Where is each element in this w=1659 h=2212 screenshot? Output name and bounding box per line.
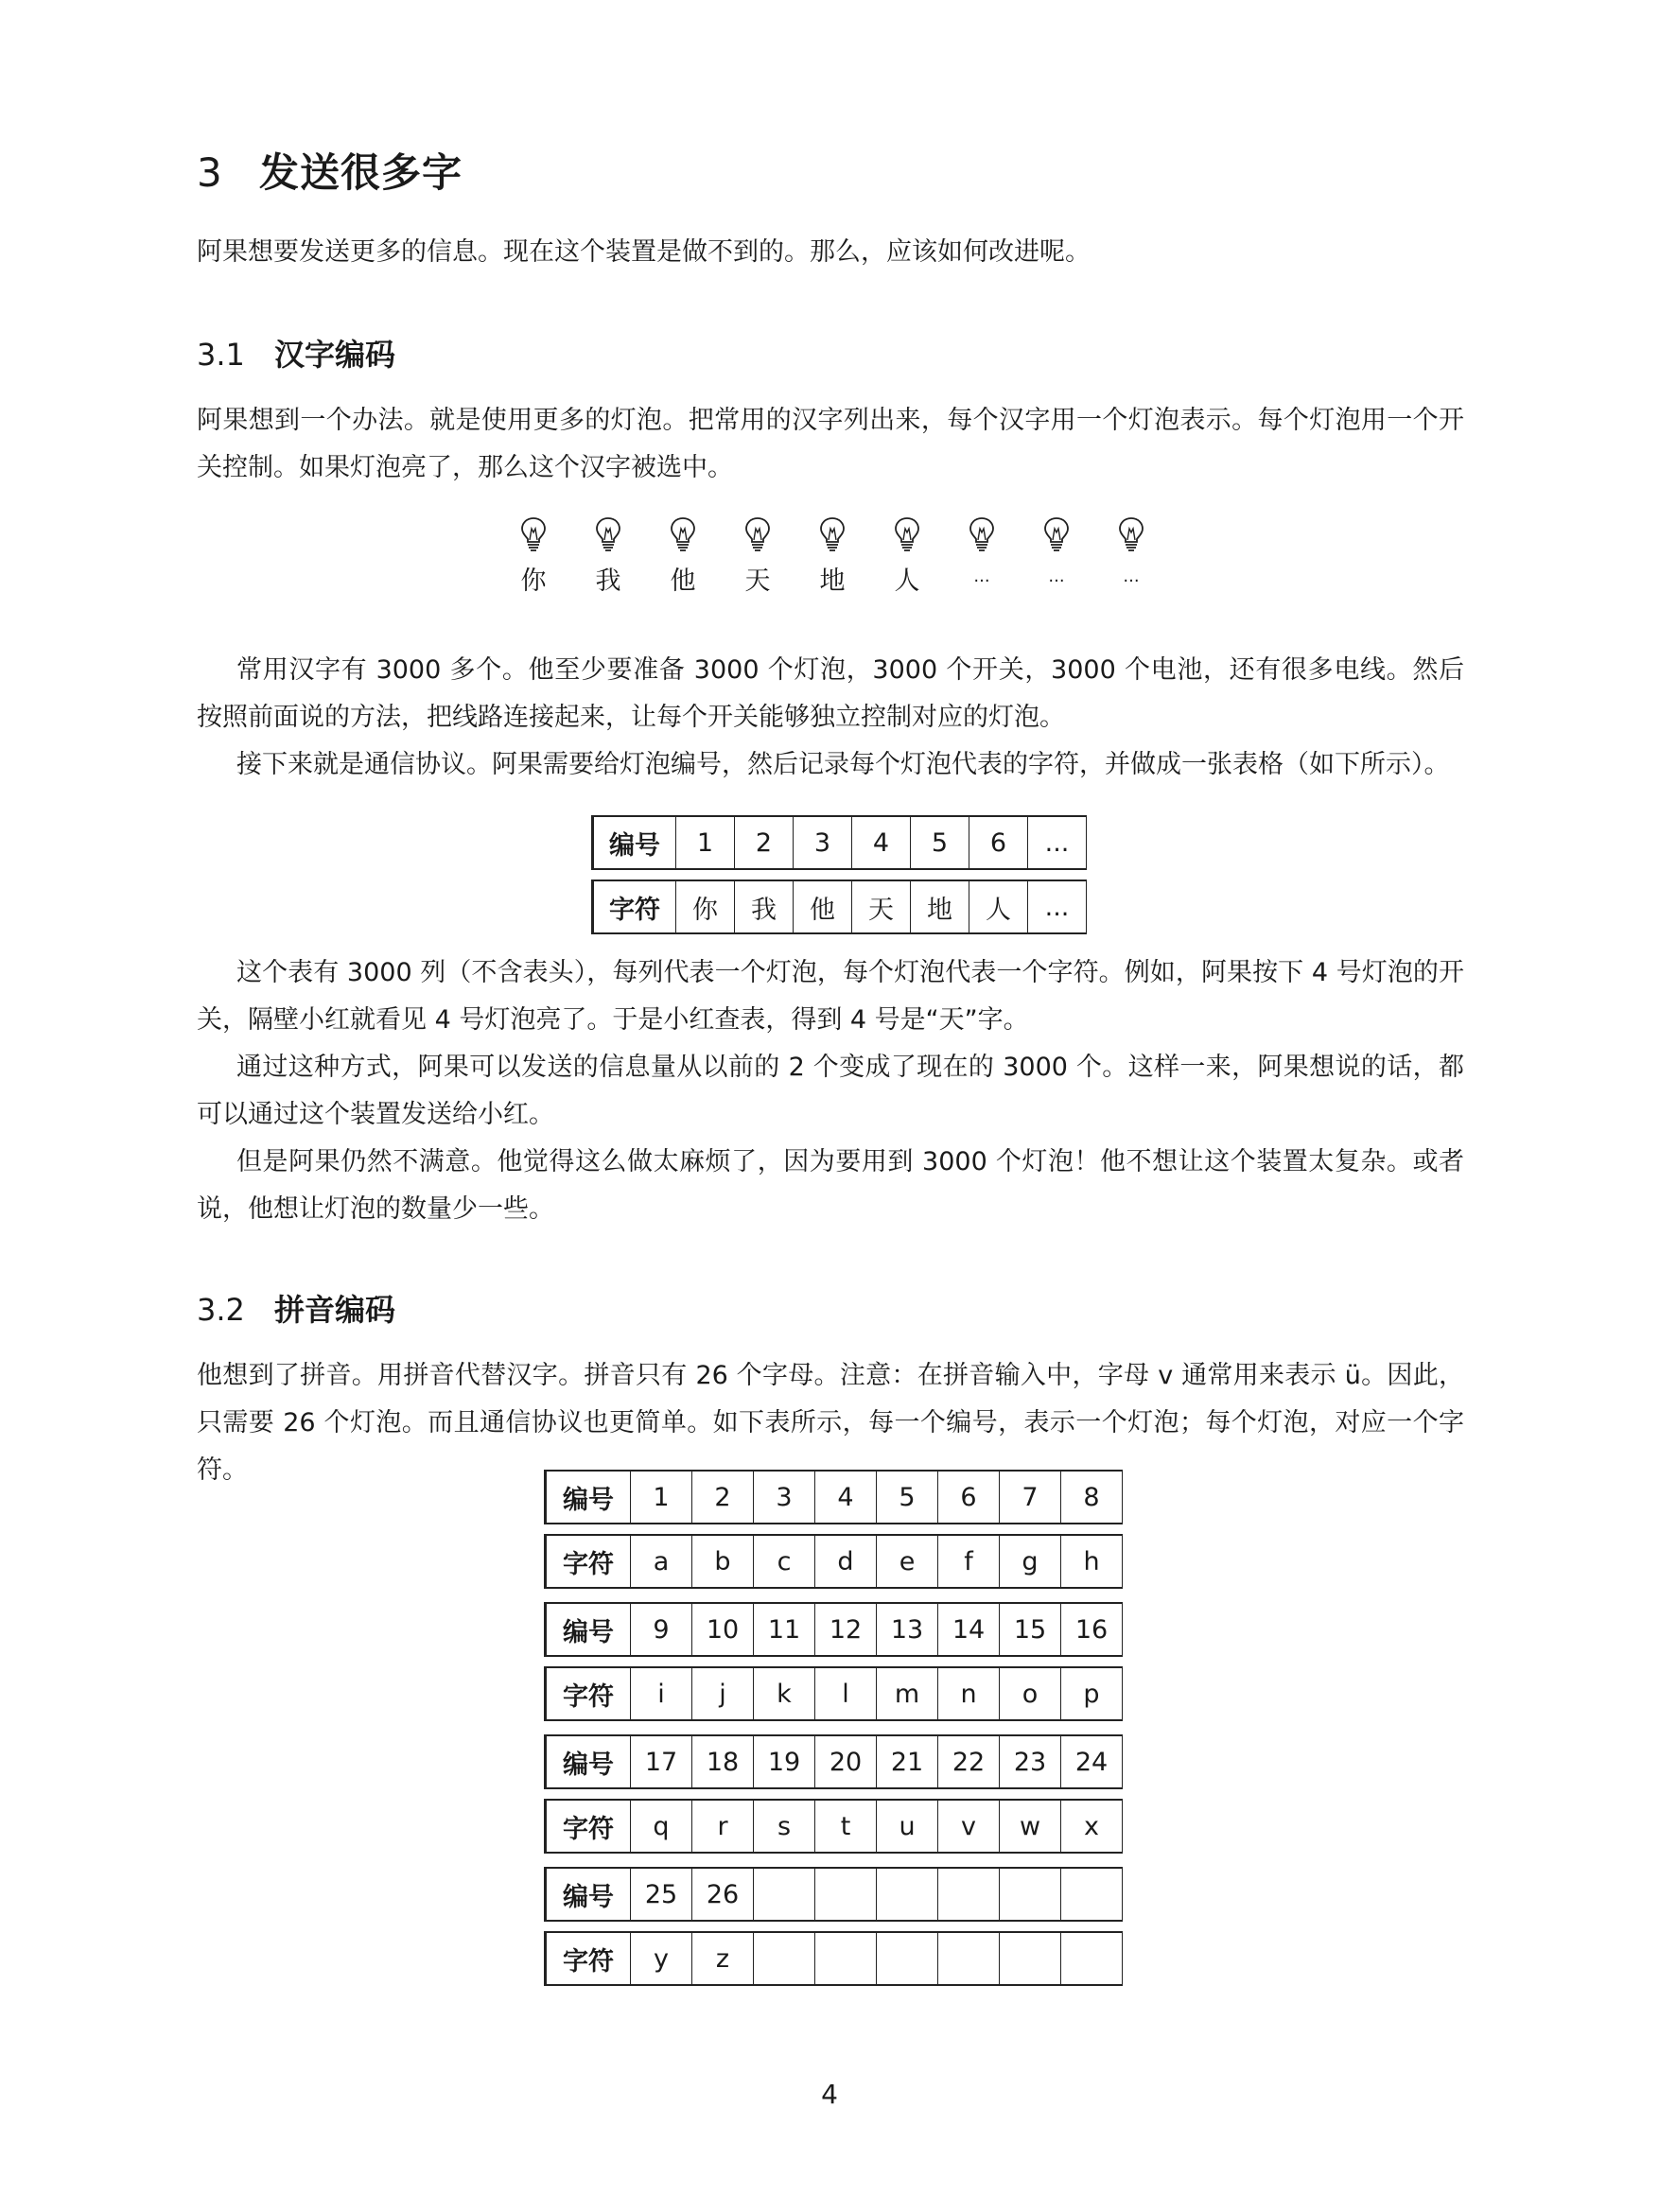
table-header-number: 编号	[593, 816, 676, 869]
bulb-label: 他	[670, 566, 696, 596]
table-cell-char	[815, 1932, 877, 1985]
table-cell-char: j	[692, 1667, 754, 1720]
paragraph: 通过这种方式，阿果可以发送的信息量从以前的 2 个变成了现在的 3000 个。这样一来，阿果想说的话，都可以通过这个装置发送给小红。	[197, 1053, 1464, 1129]
table-cell-number: 12	[815, 1603, 877, 1656]
table-cell-char: 你	[676, 880, 735, 933]
bulb-label: ···	[1048, 571, 1065, 591]
table-cell-number: 10	[692, 1603, 754, 1656]
table-cell-char: 天	[852, 880, 911, 933]
table-cell-number: 4	[815, 1471, 877, 1524]
table-cell-number: 8	[1061, 1471, 1123, 1524]
table-header-number: 编号	[546, 1868, 631, 1921]
bulb-item	[879, 515, 935, 597]
table-cell-char: f	[938, 1535, 1000, 1588]
table-cell-number: 4	[852, 816, 911, 869]
section-title: 发送很多字	[259, 149, 463, 196]
table-cell-char	[754, 1932, 815, 1985]
table-header-char: 字符	[593, 880, 676, 933]
table-cell-number: 24	[1061, 1735, 1123, 1788]
table-cell-number: 6	[938, 1471, 1000, 1524]
table-cell-number: 23	[1000, 1735, 1061, 1788]
table-cell-number	[815, 1868, 877, 1921]
table-cell-char: s	[754, 1800, 815, 1853]
pinyin-code-table	[544, 1470, 1123, 1986]
table-cell-char	[877, 1932, 938, 1985]
table-cell-number: 18	[692, 1735, 754, 1788]
lightbulb-icon	[743, 515, 772, 553]
section-heading	[197, 142, 463, 199]
table-cell-char: e	[877, 1535, 938, 1588]
table-header-char: 字符	[546, 1667, 631, 1720]
table-header-number: 编号	[546, 1603, 631, 1656]
bulb-label: 地	[819, 566, 846, 596]
table-cell-char: m	[877, 1667, 938, 1720]
table-cell-char: n	[938, 1667, 1000, 1720]
subsection-title: 汉字编码	[274, 337, 396, 373]
table-cell-number: 5	[911, 816, 969, 869]
table-cell-char: z	[692, 1932, 754, 1985]
table-header-number: 编号	[546, 1735, 631, 1788]
lightbulb-icon	[1042, 515, 1071, 553]
table-cell-char: ...	[1028, 880, 1087, 933]
lightbulb-icon	[519, 515, 548, 553]
bulb-label: ···	[1123, 571, 1140, 591]
table-cell-number: 2	[735, 816, 794, 869]
table-cell-char: o	[1000, 1667, 1061, 1720]
table-cell-char: g	[1000, 1535, 1061, 1588]
table-cell-char: h	[1061, 1535, 1123, 1588]
table-cell-char: 他	[794, 880, 852, 933]
bulb-label: ···	[973, 571, 990, 591]
table-cell-number	[938, 1868, 1000, 1921]
table-cell-number	[877, 1868, 938, 1921]
table-header-number: 编号	[546, 1471, 631, 1524]
table-cell-number: 16	[1061, 1603, 1123, 1656]
table-cell-char: 我	[735, 880, 794, 933]
bulb-diagram	[505, 515, 1158, 610]
bulb-item	[1103, 515, 1160, 597]
paragraph: 接下来就是通信协议。阿果需要给灯泡编号，然后记录每个灯泡代表的字符，并做成一张表格（如下所示）。	[236, 750, 1450, 779]
table-cell-number: 13	[877, 1603, 938, 1656]
subsection-number: 3.2	[197, 1292, 245, 1328]
table-cell-number: 26	[692, 1868, 754, 1921]
table-cell-number: 1	[631, 1471, 692, 1524]
subsection-number: 3.1	[197, 337, 245, 373]
lightbulb-icon	[594, 515, 622, 553]
table-cell-number: 2	[692, 1471, 754, 1524]
bulb-item	[580, 515, 637, 597]
table-cell-char: p	[1061, 1667, 1123, 1720]
table-cell-char: l	[815, 1667, 877, 1720]
bulb-item	[804, 515, 861, 597]
paragraph: 但是阿果仍然不满意。他觉得这么做太麻烦了，因为要用到 3000 个灯泡！他不想让这个装置太复杂。或者说，他想让灯泡的数量少一些。	[197, 1147, 1464, 1224]
paragraph: 这个表有 3000 列（不含表头），每列代表一个灯泡，每个灯泡代表一个字符。例如，阿果按下 4 号灯泡的开关，隔壁小红就看见 4 号灯泡亮了。于是小红查表，得到 4 号是“天”字。	[197, 958, 1464, 1035]
table-cell-char: t	[815, 1800, 877, 1853]
table-cell-number: 7	[1000, 1471, 1061, 1524]
table-cell-char: k	[754, 1667, 815, 1720]
table-cell-number: 15	[1000, 1603, 1061, 1656]
table-cell-number: 9	[631, 1603, 692, 1656]
table-cell-number: 11	[754, 1603, 815, 1656]
table-cell-char: v	[938, 1800, 1000, 1853]
table-cell-char: d	[815, 1535, 877, 1588]
page-number: 4	[821, 2079, 838, 2110]
table-cell-number: 3	[754, 1471, 815, 1524]
table-cell-number: 20	[815, 1735, 877, 1788]
table-cell-char	[1000, 1932, 1061, 1985]
table-header-char: 字符	[546, 1535, 631, 1588]
table-cell-char: a	[631, 1535, 692, 1588]
table-cell-number	[1000, 1868, 1061, 1921]
table-cell-char: c	[754, 1535, 815, 1588]
table-cell-number: ...	[1028, 816, 1087, 869]
table-cell-number: 25	[631, 1868, 692, 1921]
lightbulb-icon	[1117, 515, 1145, 553]
table-cell-number: 1	[676, 816, 735, 869]
subsection-heading-3-2	[197, 1286, 395, 1330]
table-cell-number: 19	[754, 1735, 815, 1788]
table-cell-char: u	[877, 1800, 938, 1853]
table-cell-char: b	[692, 1535, 754, 1588]
table-cell-number: 5	[877, 1471, 938, 1524]
section-intro: 阿果想要发送更多的信息。现在这个装置是做不到的。那么，应该如何改进呢。	[197, 237, 1091, 267]
bulb-item	[505, 515, 562, 597]
table-cell-number: 21	[877, 1735, 938, 1788]
bulb-item	[953, 515, 1010, 597]
bulb-item	[655, 515, 711, 597]
bulb-label: 我	[595, 566, 621, 596]
lightbulb-icon	[893, 515, 921, 553]
table-header-char: 字符	[546, 1932, 631, 1985]
table-cell-char: i	[631, 1667, 692, 1720]
table-cell-number: 22	[938, 1735, 1000, 1788]
subsection-heading-3-1	[197, 331, 395, 374]
table-cell-char: q	[631, 1800, 692, 1853]
table-cell-number: 6	[969, 816, 1028, 869]
table-header-char: 字符	[546, 1800, 631, 1853]
paragraph: 常用汉字有 3000 多个。他至少要准备 3000 个灯泡，3000 个开关，3000 个电池，还有很多电线。然后按照前面说的方法，把线路连接起来，让每个开关能够独立控制对应的灯泡。	[197, 655, 1464, 732]
bulb-item	[729, 515, 786, 597]
bulb-label: 你	[520, 566, 547, 596]
table-cell-char	[938, 1932, 1000, 1985]
table-cell-number: 14	[938, 1603, 1000, 1656]
table-cell-char: r	[692, 1800, 754, 1853]
table-cell-char: 地	[911, 880, 969, 933]
lightbulb-icon	[968, 515, 996, 553]
section-number: 3	[197, 149, 223, 196]
table-cell-char	[1061, 1932, 1123, 1985]
table-cell-number: 17	[631, 1735, 692, 1788]
bulb-label: 天	[744, 566, 771, 596]
paragraph: 他想到了拼音。用拼音代替汉字。拼音只有 26 个字母。注意：在拼音输入中，字母 v 通常用来表示 ü。因此，只需要 26 个灯泡。而且通信协议也更简单。如下表所示，每一个编号，表示一个灯泡；每个灯泡，对应一个字符。	[197, 1361, 1464, 1485]
lightbulb-icon	[669, 515, 697, 553]
character-code-table	[591, 815, 1087, 934]
bulb-label: 人	[894, 566, 920, 596]
paragraph: 阿果想到一个办法。就是使用更多的灯泡。把常用的汉字列出来，每个汉字用一个灯泡表示。每个灯泡用一个开关控制。如果灯泡亮了，那么这个汉字被选中。	[197, 406, 1464, 482]
table-cell-number	[1061, 1868, 1123, 1921]
subsection-title: 拼音编码	[274, 1292, 396, 1328]
table-cell-char: w	[1000, 1800, 1061, 1853]
lightbulb-icon	[818, 515, 847, 553]
table-cell-char: 人	[969, 880, 1028, 933]
bulb-item	[1028, 515, 1085, 597]
table-cell-number	[754, 1868, 815, 1921]
table-cell-char: y	[631, 1932, 692, 1985]
table-cell-char: x	[1061, 1800, 1123, 1853]
table-cell-number: 3	[794, 816, 852, 869]
